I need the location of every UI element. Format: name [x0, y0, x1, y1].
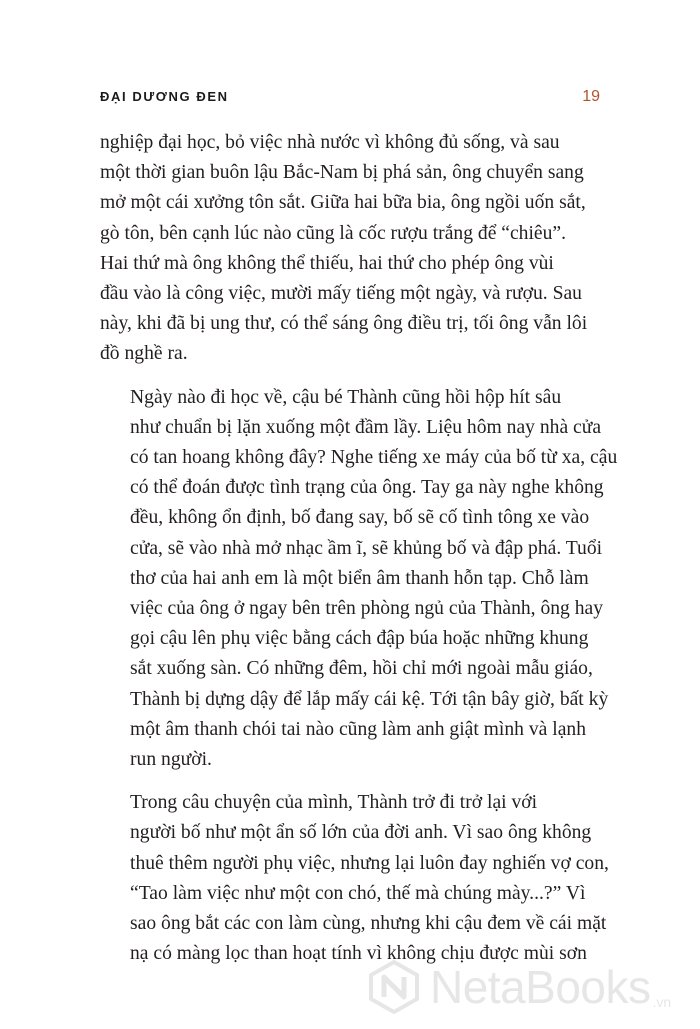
- paragraph-2: [100, 383, 618, 776]
- watermark-suffix: .vn: [652, 994, 672, 1010]
- text-line: Thành bị dựng dậy để lắp mấy cái kệ. Tới tận bây giờ, bất kỳ: [130, 688, 609, 710]
- text-line: cửa, sẽ vào nhà mở nhạc ầm ĩ, sẽ khủng bố và đập phá. Tuổi: [130, 537, 603, 559]
- text-line: như chuẩn bị lặn xuống một đầm lầy. Liệu hôm nay nhà cửa: [130, 416, 602, 438]
- watermark: [366, 950, 696, 1024]
- text-line: sao ông bắt các con làm cùng, nhưng khi cậu đem về cái mặt: [130, 913, 607, 935]
- text-line: việc của ông ở ngay bên trên phòng ngủ của Thành, ông hay: [130, 598, 604, 620]
- page-number: 19: [582, 88, 600, 105]
- text-line: gọi cậu lên phụ việc bằng cách đập búa hoặc những khung: [130, 628, 589, 650]
- text-line: run người.: [130, 749, 212, 771]
- text-line: nạ có màng lọc than hoạt tính vì không chịu được mùi sơn: [130, 943, 587, 965]
- text-line: thơ của hai anh em là một biển âm thanh hỗn tạp. Chỗ làm: [130, 567, 589, 589]
- running-header: [100, 88, 600, 106]
- book-title: ĐẠI DƯƠNG ĐEN: [100, 89, 229, 104]
- text-line: này, khi đã bị ung thư, có thể sáng ông điều trị, tối ông vẫn lôi: [100, 313, 588, 335]
- text-line: “Tao làm việc như một con chó, thế mà chúng mày...?” Vì: [130, 882, 586, 904]
- text-line: gò tôn, bên cạnh lúc nào cũng là cốc rượu trắng để “chiêu”.: [100, 222, 567, 244]
- body-text: [100, 128, 618, 982]
- netabooks-logo-icon: [366, 959, 422, 1015]
- text-line: thuê thêm người phụ việc, nhưng lại luôn đay nghiến vợ con,: [130, 852, 609, 874]
- paragraph-3: [100, 788, 609, 969]
- watermark-brand: NetaBooks: [430, 961, 651, 1013]
- text-line: đồ nghề ra.: [100, 343, 188, 365]
- text-line: nghiệp đại học, bỏ việc nhà nước vì không đủ sống, và sau: [100, 132, 560, 153]
- text-line: người bố như một ẩn số lớn của đời anh. Vì sao ông không: [130, 822, 592, 844]
- text-line: Ngày nào đi học về, cậu bé Thành cũng hồi hộp hít sâu: [130, 386, 562, 408]
- text-line: có thể đoán được tình trạng của ông. Tay ga này nghe không: [130, 477, 604, 499]
- text-line: một âm thanh chói tai nào cũng làm anh giật mình và lạnh: [130, 718, 586, 740]
- text-line: mở một cái xưởng tôn sắt. Giữa hai bữa bia, ông ngồi uốn sắt,: [100, 192, 586, 214]
- paragraph-1: [100, 128, 600, 370]
- text-line: đều, không ổn định, bố đang say, bố sẽ cố tình tông xe vào: [130, 507, 590, 529]
- text-line: Hai thứ mà ông không thể thiếu, hai thứ cho phép ông vùi: [100, 252, 554, 274]
- text-line: sắt xuống sàn. Có những đêm, hồi chỉ mới ngoài mẫu giáo,: [130, 658, 593, 680]
- text-line: có tan hoang không đây? Nghe tiếng xe máy của bố từ xa, cậu: [130, 447, 618, 469]
- text-line: đầu vào là công việc, mười mấy tiếng một ngày, và rượu. Sau: [100, 283, 582, 305]
- text-line: một thời gian buôn lậu Bắc-Nam bị phá sản, ông chuyển sang: [100, 162, 584, 184]
- text-line: Trong câu chuyện của mình, Thành trở đi trở lại với: [130, 792, 538, 814]
